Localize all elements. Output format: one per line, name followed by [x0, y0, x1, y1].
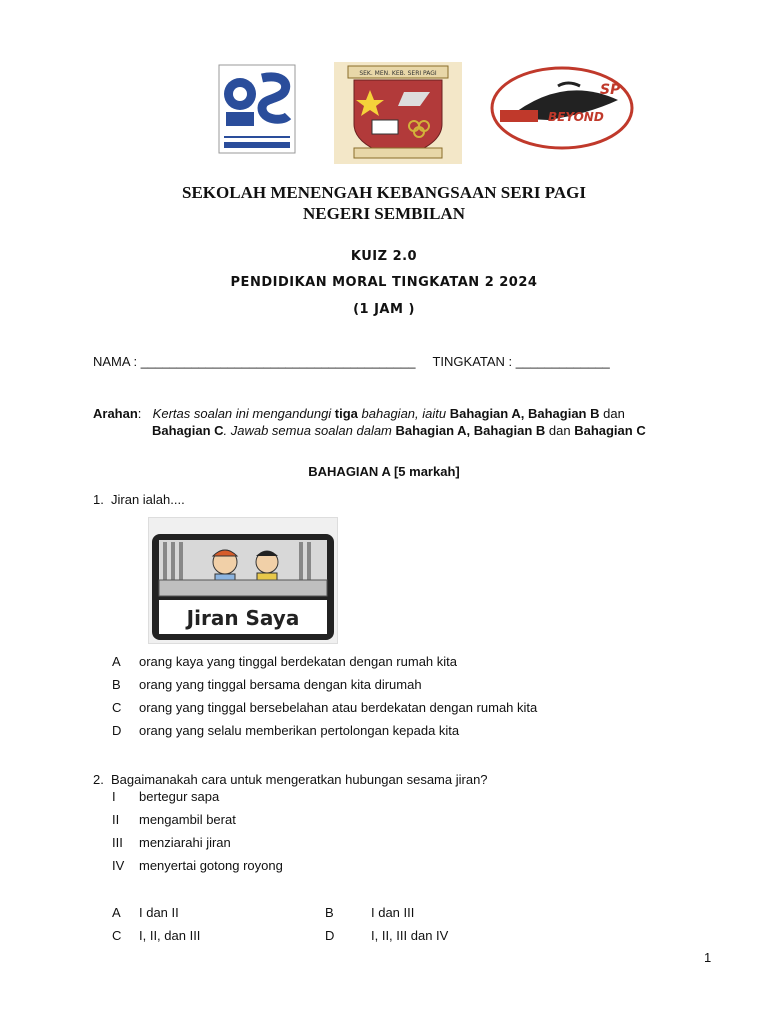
q1-option-d-label[interactable]: D	[112, 723, 122, 738]
q2-statement-text: menyertai gotong royong	[139, 858, 283, 873]
duration: (1 JAM )	[353, 302, 415, 317]
q2-statement-numeral: I	[112, 789, 116, 804]
q2-text: Bagaimanakah cara untuk mengeratkan hubungan sesama jiran?	[111, 772, 488, 787]
q1-option-b-text[interactable]: orang yang tinggal bersama dengan kita dirumah	[139, 677, 422, 692]
q2-number: 2.	[93, 772, 104, 787]
q1-option-b-label[interactable]: B	[112, 677, 121, 692]
q2-option-d-text[interactable]: I, II, III dan IV	[371, 928, 449, 943]
beyond-logo-text: BEYOND	[548, 110, 604, 124]
school-name: SEKOLAH MENENGAH KEBANGSAAN SERI PAGI	[182, 183, 586, 202]
crest-banner-text: SEK. MEN. KEB. SERI PAGI	[359, 70, 437, 77]
q2-option-d-label[interactable]: D	[325, 928, 335, 943]
name-field[interactable]: ______________________________________	[140, 354, 416, 369]
q1-option-d-text[interactable]: orang yang selalu memberikan pertolongan kepada kita	[139, 723, 460, 738]
ministry-logo-number: 25	[268, 122, 284, 135]
school-state: NEGERI SEMBILAN	[302, 204, 465, 223]
student-info-row	[93, 354, 610, 369]
q1-option-c-label[interactable]: C	[112, 700, 122, 715]
school-crest-icon	[334, 62, 462, 164]
page-number: 1	[704, 950, 712, 965]
illustration-caption: Jiran Saya	[186, 606, 300, 630]
q2-statement-text: mengambil berat	[139, 812, 236, 827]
beyond-sp-logo-icon	[488, 64, 636, 152]
q2-option-a-text[interactable]: I dan II	[139, 905, 179, 920]
instructions-line-2: Bahagian C. Jawab semua soalan dalam Bahagian A, Bahagian B dan Bahagian C	[152, 423, 646, 438]
subject-title: PENDIDIKAN MORAL TINGKATAN 2 2024	[230, 275, 538, 290]
q2-statement-numeral: III	[112, 835, 123, 850]
q2-statement-text: bertegur sapa	[139, 789, 220, 804]
q2-option-b-text[interactable]: I dan III	[371, 905, 415, 920]
class-label: TINGKATAN :	[432, 354, 513, 369]
q1-number: 1.	[93, 492, 104, 507]
q2-statement-numeral: IV	[112, 858, 125, 873]
q2-statement-numeral: II	[112, 812, 120, 827]
section-a-heading: BAHAGIAN A [5 markah]	[308, 464, 460, 479]
instructions-label: Arahan	[93, 406, 138, 421]
q1-option-a-label[interactable]: A	[112, 654, 121, 669]
q2-option-b-label[interactable]: B	[325, 905, 334, 920]
q2-option-c-text[interactable]: I, II, dan III	[139, 928, 201, 943]
q2-option-c-label[interactable]: C	[112, 928, 122, 943]
q1-text: Jiran ialah....	[111, 492, 185, 507]
sp-logo-text: SP	[600, 82, 621, 98]
q1-option-a-text[interactable]: orang kaya yang tinggal berdekatan dengan rumah kita	[139, 654, 457, 669]
instructions-line-1: Arahan: Kertas soalan ini mengandungi tiga bahagian, iaitu Bahagian A, Bahagian B dan	[93, 406, 625, 421]
q2-statement-text: menziarahi jiran	[139, 835, 231, 850]
ministry-logo-icon	[218, 64, 296, 154]
class-field[interactable]: _____________	[515, 354, 610, 369]
q1-option-c-text[interactable]: orang yang tinggal bersebelahan atau berdekatan dengan rumah kita	[139, 700, 538, 715]
name-label: NAMA :	[93, 354, 138, 369]
quiz-title: KUIZ 2.0	[350, 249, 418, 264]
neighbour-illustration	[148, 517, 338, 644]
q2-option-a-label[interactable]: A	[112, 905, 121, 920]
